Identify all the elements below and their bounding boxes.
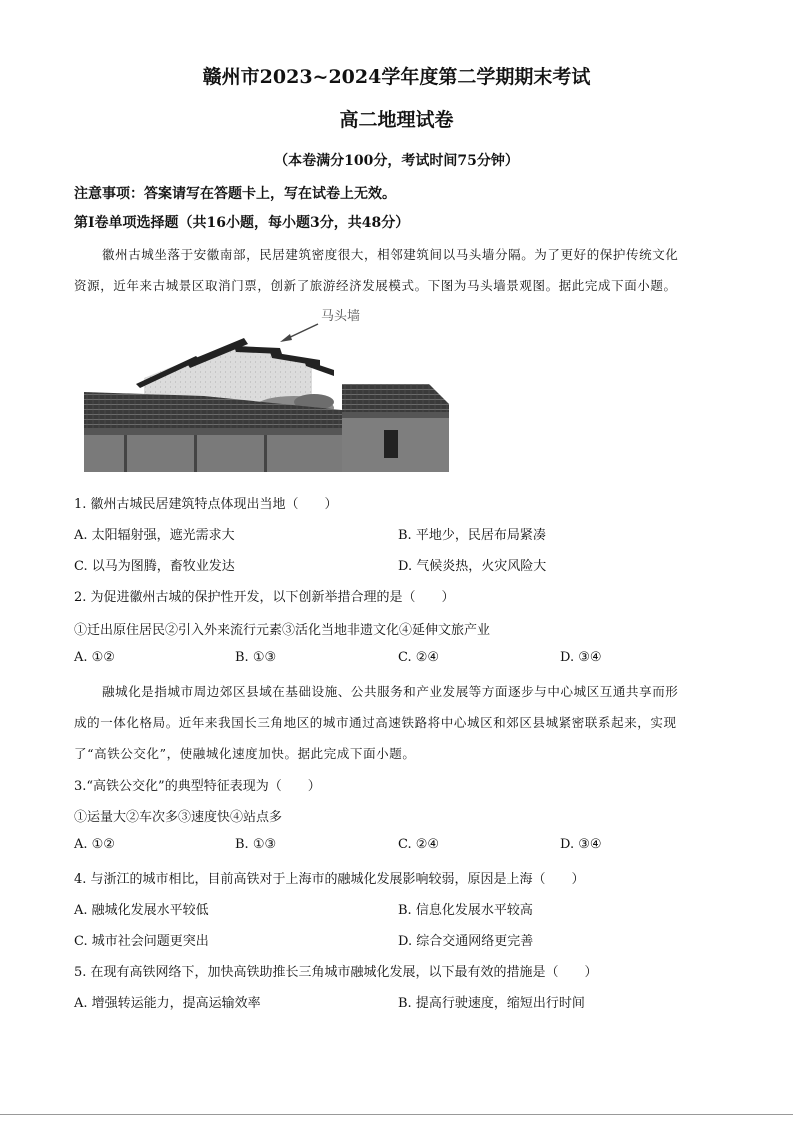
q5-stem: 5. 在现有高铁网络下，加快高铁助推长三角城市融城化发展，以下最有效的措施是（ ）: [74, 965, 598, 980]
passage1-line1: 徽州古城坐落于安徽南部，民居建筑密度很大，相邻建筑间以马头墙分隔。为了更好的保护传统文化: [102, 247, 679, 262]
q3-option-b: B. ①③: [235, 837, 277, 852]
q4-option-a: A. 融城化发展水平较低: [74, 903, 209, 918]
q2-option-b: B. ①③: [235, 650, 277, 665]
q4-option-d: D. 综合交通网络更完善: [398, 934, 534, 949]
exam-subject-title: 高二地理试卷: [339, 109, 454, 131]
passage2-line2: 成的一体化格局。近年来我国长三角地区的城市通过高速铁路将中心城区和郊区县城紧密联系起来，实现: [74, 715, 677, 730]
exam-subtitle: （本卷满分100分，考试时间75分钟）: [274, 153, 519, 169]
section-title: 第I卷单项选择题（共16小题，每小题3分，共48分）: [74, 215, 410, 231]
q3-option-c: C. ②④: [398, 837, 440, 852]
q5-option-a: A. 增强转运能力，提高运输效率: [74, 996, 261, 1011]
q1-stem: 1. 徽州古城民居建筑特点体现出当地（ ）: [74, 497, 338, 512]
q3-option-d: D. ③④: [560, 837, 602, 852]
q2-option-d: D. ③④: [560, 650, 602, 665]
q4-option-b: B. 信息化发展水平较高: [398, 903, 533, 918]
passage2-line3: 了“高铁公交化”，使融城化速度加快。据此完成下面小题。: [74, 746, 416, 761]
exam-title: 赣州市2023~2024学年度第二学期期末考试: [202, 66, 591, 88]
notice: 注意事项：答案请写在答题卡上，写在试卷上无效。: [74, 186, 396, 202]
q2-stem: 2. 为促进徽州古城的保护性开发，以下创新举措合理的是（ ）: [74, 590, 455, 605]
q1-option-c: C. 以马为图腾，畜牧业发达: [74, 559, 235, 574]
horse-head-wall-photo: [84, 300, 449, 472]
q4-stem: 4. 与浙江的城市相比，目前高铁对于上海市的融城化发展影响较弱，原因是上海（ ）: [74, 872, 585, 887]
passage2-line1: 融城化是指城市周边郊区县域在基础设施、公共服务和产业发展等方面逐步与中心城区互通共享而形: [102, 684, 679, 699]
q1-option-d: D. 气候炎热，火灾风险大: [398, 559, 547, 574]
figure-label: 马头墙: [321, 309, 361, 324]
q2-items: ①迁出原住居民②引入外来流行元素③活化当地非遗文化④延伸文旅产业: [74, 623, 491, 638]
q2-option-a: A. ①②: [74, 650, 115, 665]
q2-option-c: C. ②④: [398, 650, 440, 665]
q3-items: ①运量大②车次多③速度快④站点多: [74, 810, 283, 825]
q3-stem: 3.“高铁公交化”的典型特征表现为（ ）: [74, 779, 321, 794]
q4-option-c: C. 城市社会问题更突出: [74, 934, 209, 949]
q1-option-b: B. 平地少，民居布局紧凑: [398, 528, 546, 543]
q3-option-a: A. ①②: [74, 837, 115, 852]
q5-option-b: B. 提高行驶速度，缩短出行时间: [398, 996, 585, 1011]
page-bottom-divider: [0, 1114, 793, 1115]
passage1-line2: 资源，近年来古城景区取消门票，创新了旅游经济发展模式。下图为马头墙景观图。据此完成下面小题。: [74, 278, 677, 293]
q1-option-a: A. 太阳辐射强，遮光需求大: [74, 528, 235, 543]
